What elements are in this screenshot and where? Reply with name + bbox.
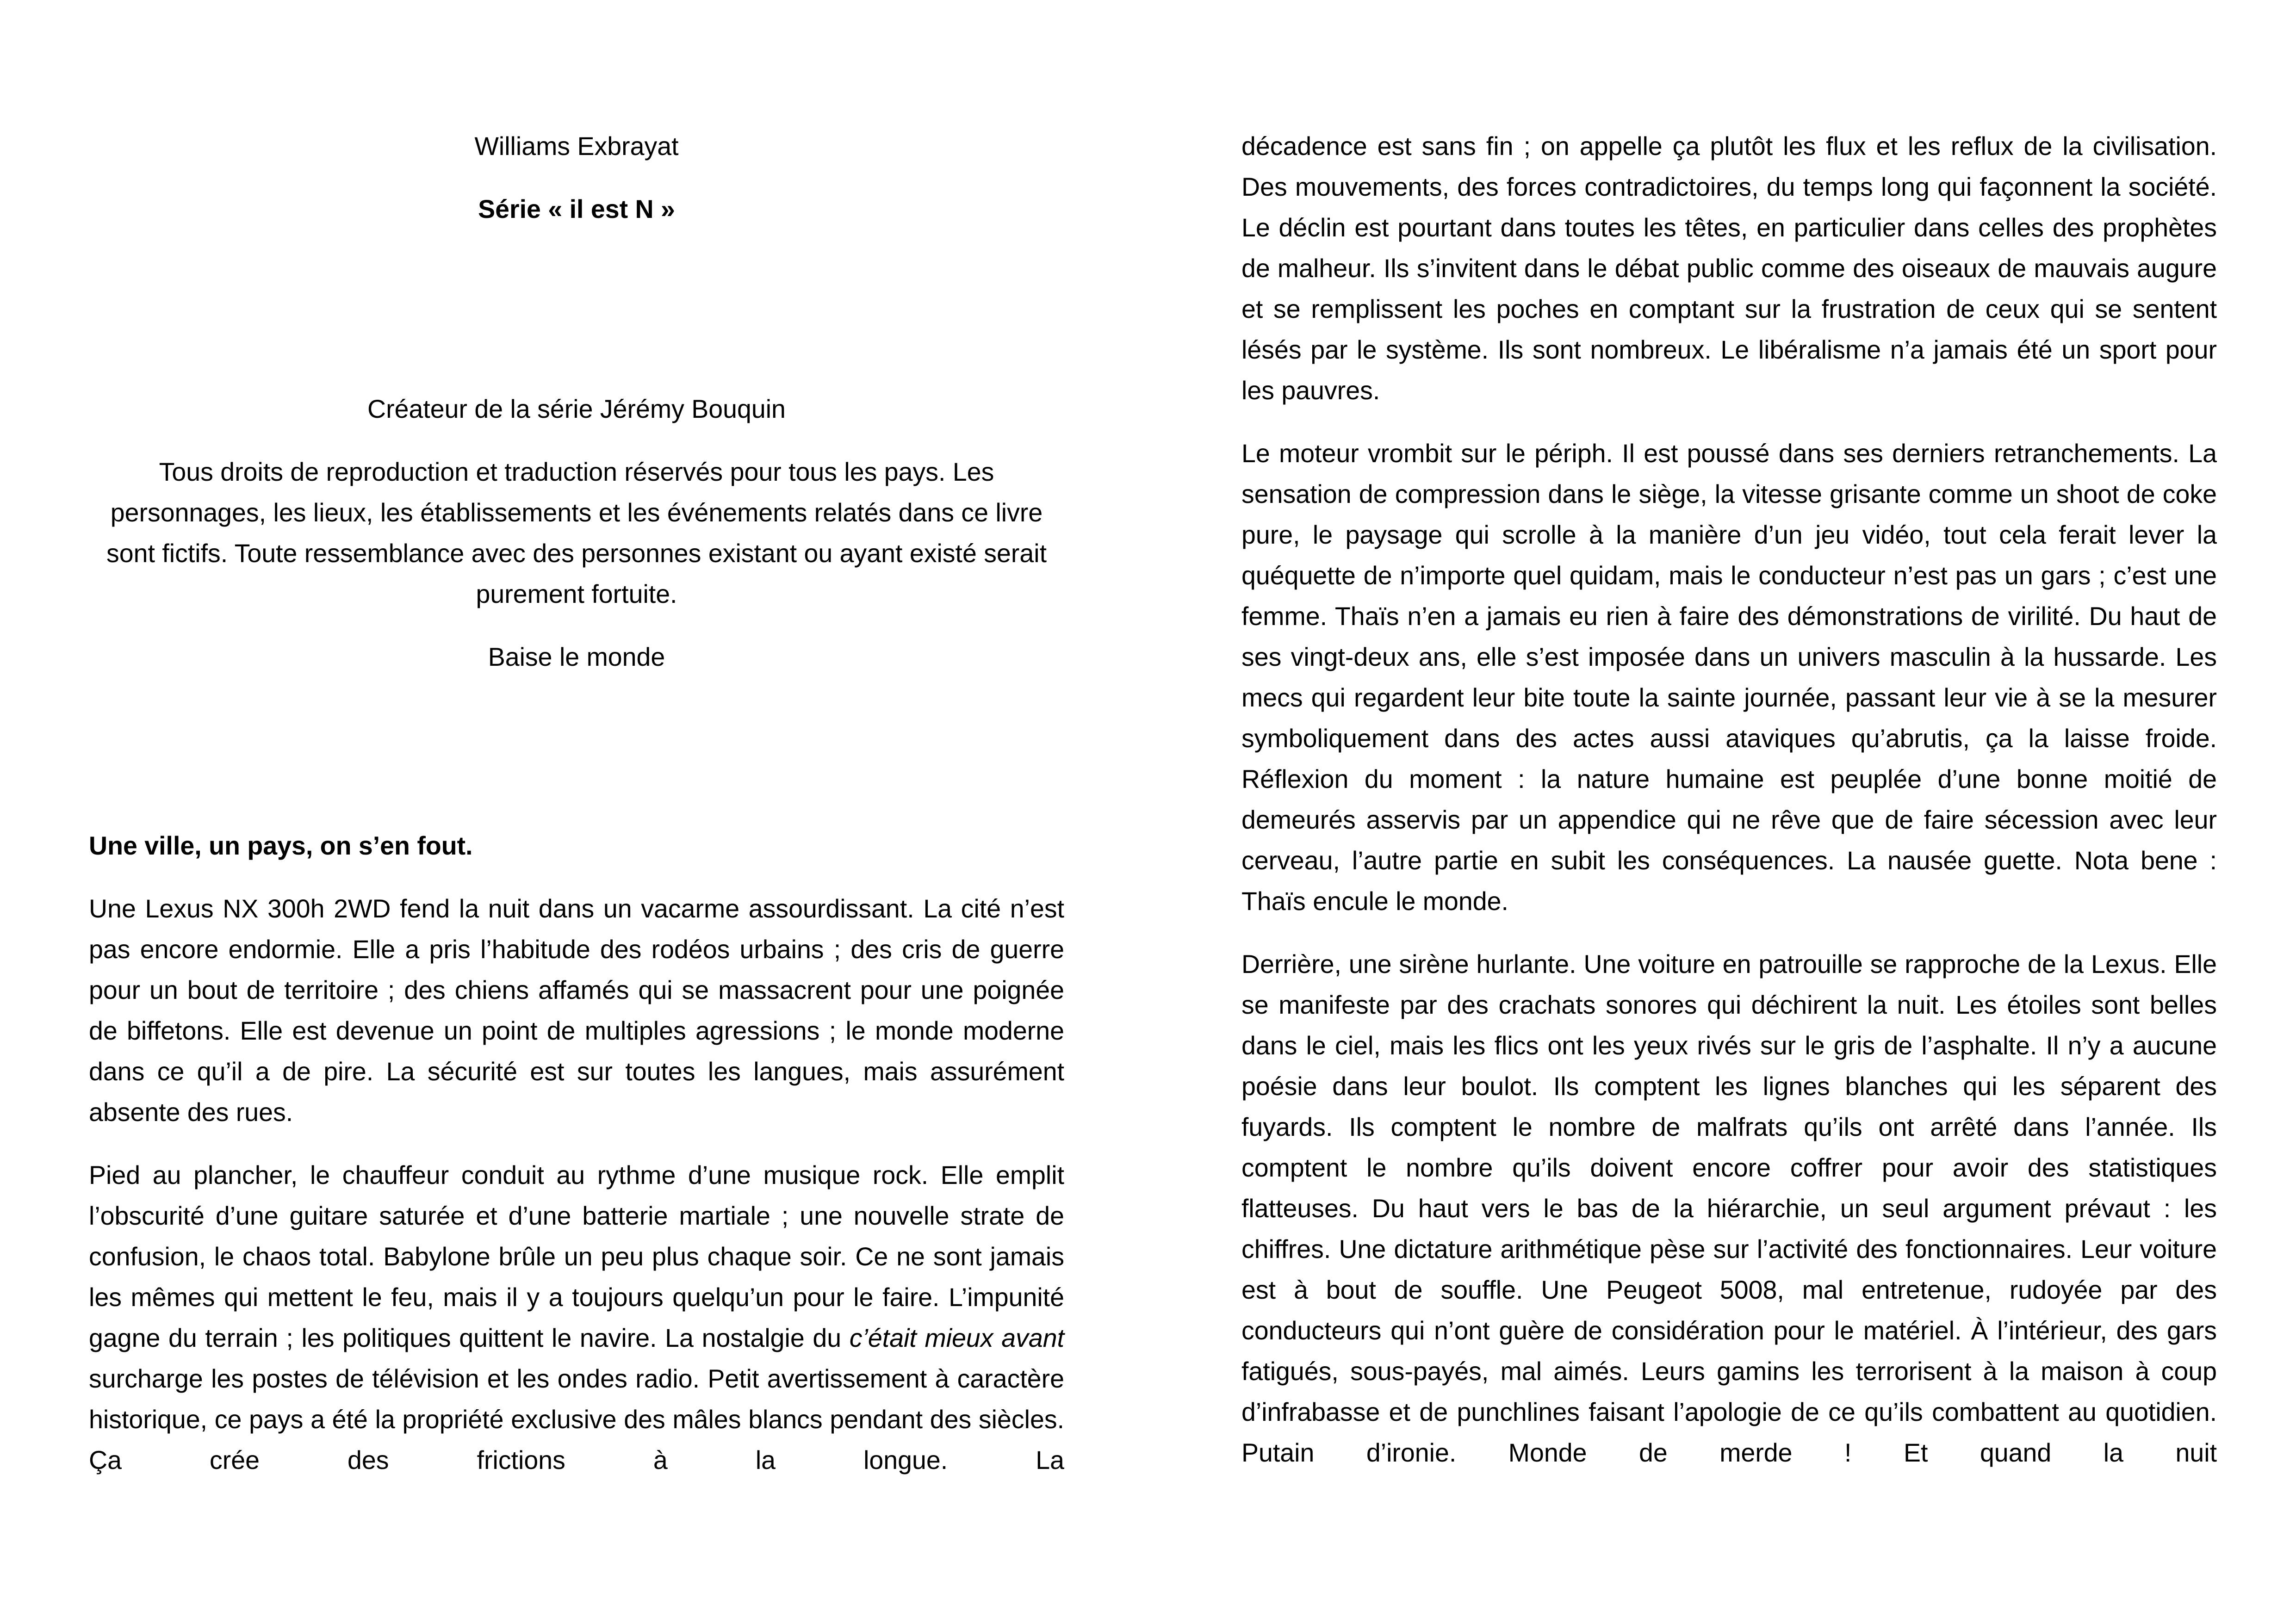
chapter-heading: Une ville, un pays, on s’en fout. — [89, 831, 473, 860]
body-text: surcharge les postes de télévision et les ondes radio. Petit avertissement à caractère historique, ce pays a été la propriété exclusive des mâles blancs pendant des siècles. Ça crée des frictions à la longue. La — [89, 1364, 1064, 1474]
series-creator: Créateur de la série Jérémy Bouquin — [367, 395, 786, 423]
body-paragraph — [89, 1155, 1064, 1481]
rights-notice: Tous droits de reproduction et traduction réservés pour tous les pays. Les personnages, les lieux, les établissements et les événements relatés dans ce livre sont fictifs. Toute ressemblance avec des personnes existant ou ayant existé serait purement fortuite. — [106, 458, 1047, 608]
body-paragraph: Le moteur vrombit sur le périph. Il est poussé dans ses derniers retranchements. La sensation de compression dans le siège, la vitesse grisante comme un shoot de coke pure, le paysage qui scrolle à la manière d’un jeu vidéo, tout cela ferait lever la quéquette de n’importe quel quidam, mais le conducteur n’est pas un gars ; c’est une femme. Thaïs n’en a jamais eu rien à faire des démonstrations de virilité. Du haut de ses vingt-deux ans, elle s’est imposée dans un univers masculin à la hussarde. Les mecs qui regardent leur bite toute la sainte journée, passant leur vie à se la mesurer symboliquement dans des actes aussi ataviques qu’abrutis, ça la laisse froide. Réflexion du moment : la nature humaine est peuplée d’une bonne moitié de demeurés asservis par un appendice qui ne rêve que de faire sécession avec leur cerveau, l’autre partie en subit les conséquences. La nausée guette. Nota bene : Thaïs encule le monde. — [1241, 439, 2217, 916]
body-text: Pied au plancher, le chauffeur conduit au rythme d’une musique rock. Elle emplit l’obscurité d’une guitare saturée et d’une batterie martiale ; une nouvelle strate de confusion, le chaos total. Babylone brûle un peu plus chaque soir. Ce ne sont jamais les mêmes qui mettent le feu, mais il y a toujours quelqu’un pour le faire. L’impunité gagne du terrain ; les politiques quittent le navire. La nostalgie du — [89, 1161, 1064, 1352]
body-paragraph: Une Lexus NX 300h 2WD fend la nuit dans un vacarme assourdissant. La cité n’est pas encore endormie. Elle a pris l’habitude des rodéos urbains ; des cris de guerre pour un bout de territoire ; des chiens affamés qui se massacrent pour une poignée de biffetons. Elle est devenue un point de multiples agressions ; le monde moderne dans ce qu’il a de pire. La sécurité est sur toutes les langues, mais assurément absente des rues. — [89, 894, 1064, 1127]
right-page — [1241, 126, 2217, 1495]
body-paragraph: Derrière, une sirène hurlante. Une voiture en patrouille se rapproche de la Lexus. Elle se manifeste par des crachats sonores qui déchirent la nuit. Les étoiles sont belles dans le ciel, mais les flics ont les yeux rivés sur le gris de l’asphalte. Il n’y a aucune poésie dans leur boulot. Ils comptent les lignes blanches qui les séparent des fuyards. Ils comptent le nombre de malfrats qu’ils ont arrêté dans l’année. Ils comptent le nombre qu’ils doivent encore coffrer pour avoir des statistiques flatteuses. Du haut vers le bas de la hiérarchie, un seul argument prévaut : les chiffres. Une dictature arithmétique pèse sur l’activité des fonctionnaires. Leur voiture est à bout de souffle. Une Peugeot 5008, mal entretenue, rudoyée par des conducteurs qui n’ont guère de considération pour le matériel. À l’intérieur, des gars fatigués, sous-payés, mal aimés. Leurs gamins les terrorisent à la maison à coup d’infrabasse et de punchlines faisant l’apologie de ce qu’ils combattent au quotidien. Putain d’ironie. Monde de merde ! Et quand la nuit — [1241, 950, 2217, 1467]
author-name: Williams Exbrayat — [474, 132, 679, 161]
body-paragraph: décadence est sans fin ; on appelle ça plutôt les flux et les reflux de la civilisation. Des mouvements, des forces contradictoires, du temps long qui façonnent la société. Le déclin est pourtant dans toutes les têtes, en particulier dans celles des prophètes de malheur. Ils s’invitent dans le débat public comme des oiseaux de mauvais augure et se remplissent les poches en comptant sur la frustration de ceux qui se sentent lésés par le système. Ils sont nombreux. Le libéralisme n’a jamais été un sport pour les pauvres. — [1241, 132, 2217, 405]
italic-phrase: c’était mieux avant — [849, 1324, 1064, 1352]
dedication: Baise le monde — [488, 643, 665, 671]
left-page — [89, 126, 1064, 1503]
series-title: Série « il est N » — [478, 195, 675, 223]
